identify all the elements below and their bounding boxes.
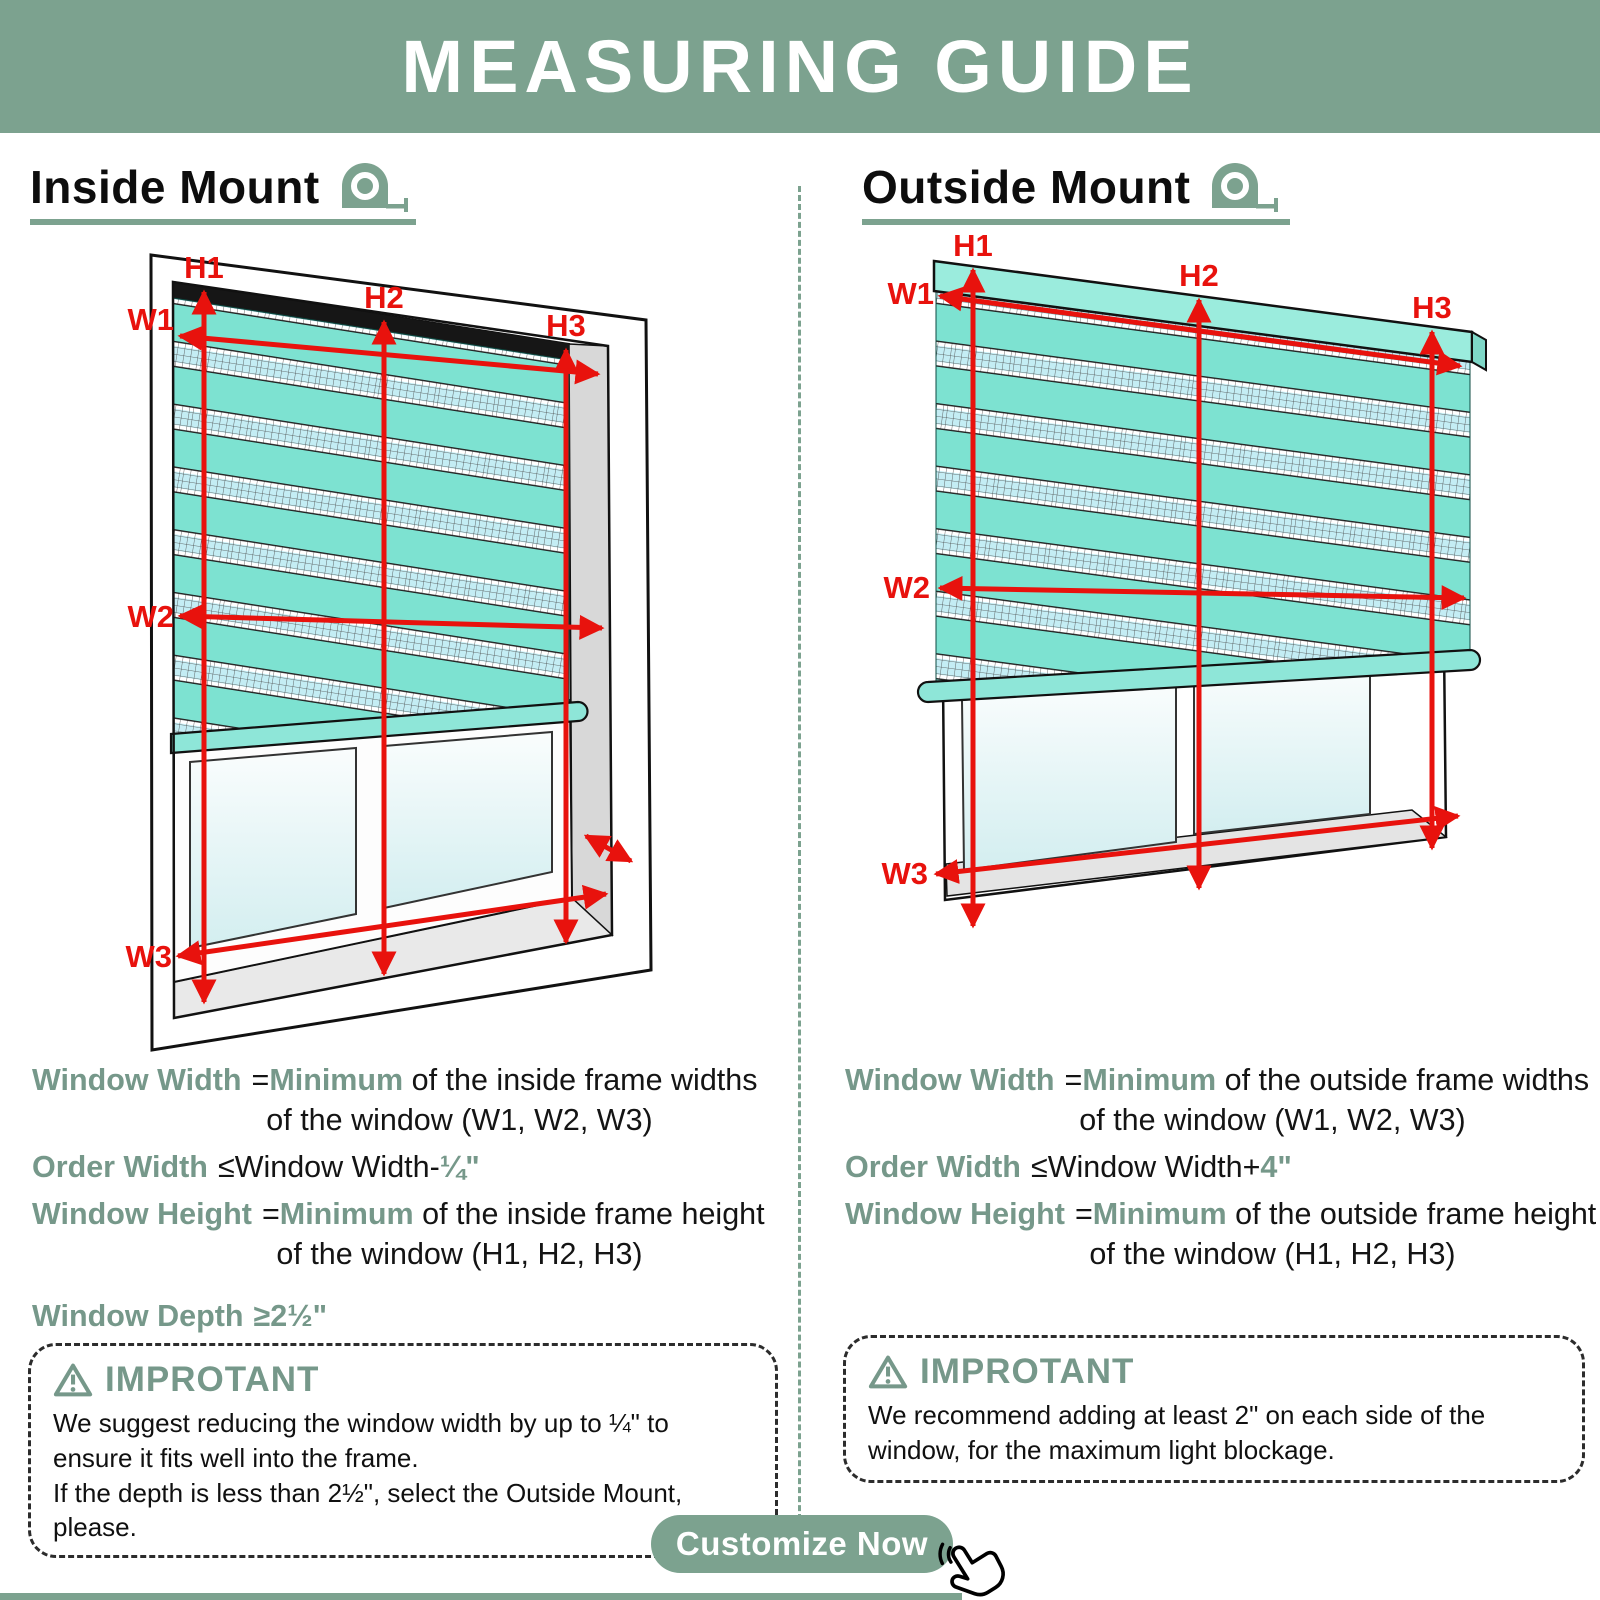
outside-height-formula: Window Height =Minimum of the outside frame height <box>845 1197 1597 1231</box>
label-w3: W3 <box>881 856 928 891</box>
inside-mount-title-row <box>30 160 412 214</box>
outside-order-width-formula: Order Width ≤Window Width+4" <box>845 1150 1292 1184</box>
label-h3: H3 <box>546 308 586 343</box>
label-w1: W1 <box>887 276 934 311</box>
inside-height-formula: Window Height =Minimum of the inside frame height <box>32 1197 765 1231</box>
customize-now-label: Customize Now <box>675 1525 929 1562</box>
label-w3: W3 <box>125 939 172 974</box>
glass-pane-left <box>962 682 1176 870</box>
label-h2: H2 <box>1179 258 1219 293</box>
page-title: MEASURING GUIDE <box>401 25 1199 108</box>
outside-mount-underline <box>862 219 1290 225</box>
inside-width-formula: Window Width =Minimum of the inside frame widths <box>32 1063 758 1097</box>
label-w2: W2 <box>883 570 930 605</box>
tape-measure-icon <box>334 162 412 214</box>
glass-pane-right <box>1194 664 1370 834</box>
outside-formulas <box>845 1060 1597 1274</box>
inside-mount-underline <box>30 219 416 225</box>
inside-important-title: IMPROTANT <box>105 1360 320 1399</box>
warning-icon <box>53 1362 93 1398</box>
outside-mount-title: Outside Mount <box>862 161 1191 213</box>
inside-important-title-row <box>53 1360 753 1400</box>
outside-important-title: IMPROTANT <box>920 1352 1135 1391</box>
outside-mount-title-row <box>862 160 1282 214</box>
inside-height-formula-cont: of the window (H1, H2, H3) <box>276 1237 643 1271</box>
outside-mount-diagram <box>850 230 1550 1060</box>
customize-now-button[interactable] <box>651 1515 953 1573</box>
click-hand-icon <box>921 1521 1013 1600</box>
inside-formulas <box>32 1060 777 1336</box>
glass-pane-left <box>190 748 356 948</box>
inside-important-line2: If the depth is less than 2½", select the Outside Mount, please. <box>53 1477 683 1543</box>
inside-depth-formula: Window Depth ≥2½" <box>32 1299 328 1333</box>
inside-mount-diagram <box>100 230 800 1060</box>
label-h2: H2 <box>364 280 404 315</box>
label-h3: H3 <box>1412 290 1452 325</box>
valance-end-cap <box>1472 332 1486 370</box>
outside-width-formula: Window Width =Minimum of the outside frame widths <box>845 1063 1590 1097</box>
warning-icon <box>868 1354 908 1390</box>
outside-width-formula-cont: of the window (W1, W2, W3) <box>1079 1103 1466 1137</box>
page-header <box>0 0 1600 133</box>
inside-mount-title: Inside Mount <box>30 161 320 213</box>
label-w1: W1 <box>127 302 174 337</box>
outside-important-title-row <box>868 1352 1560 1392</box>
label-h1: H1 <box>953 230 993 263</box>
inside-width-formula-cont: of the window (W1, W2, W3) <box>266 1103 653 1137</box>
inside-important-line1: We suggest reducing the window width by up to ¼" to ensure it fits well into the frame. <box>53 1408 669 1473</box>
outside-important-line1: We recommend adding at least 2" on each side of the window, for the maximum light blockage. <box>868 1400 1486 1465</box>
label-w2: W2 <box>127 599 174 634</box>
tape-measure-icon <box>1204 162 1282 214</box>
footer-accent-bar <box>0 1593 962 1600</box>
outside-height-formula-cont: of the window (H1, H2, H3) <box>1089 1237 1456 1271</box>
inside-order-width-formula: Order Width ≤Window Width-¼" <box>32 1150 480 1184</box>
outside-important-box <box>843 1335 1585 1483</box>
label-h1: H1 <box>184 250 224 285</box>
